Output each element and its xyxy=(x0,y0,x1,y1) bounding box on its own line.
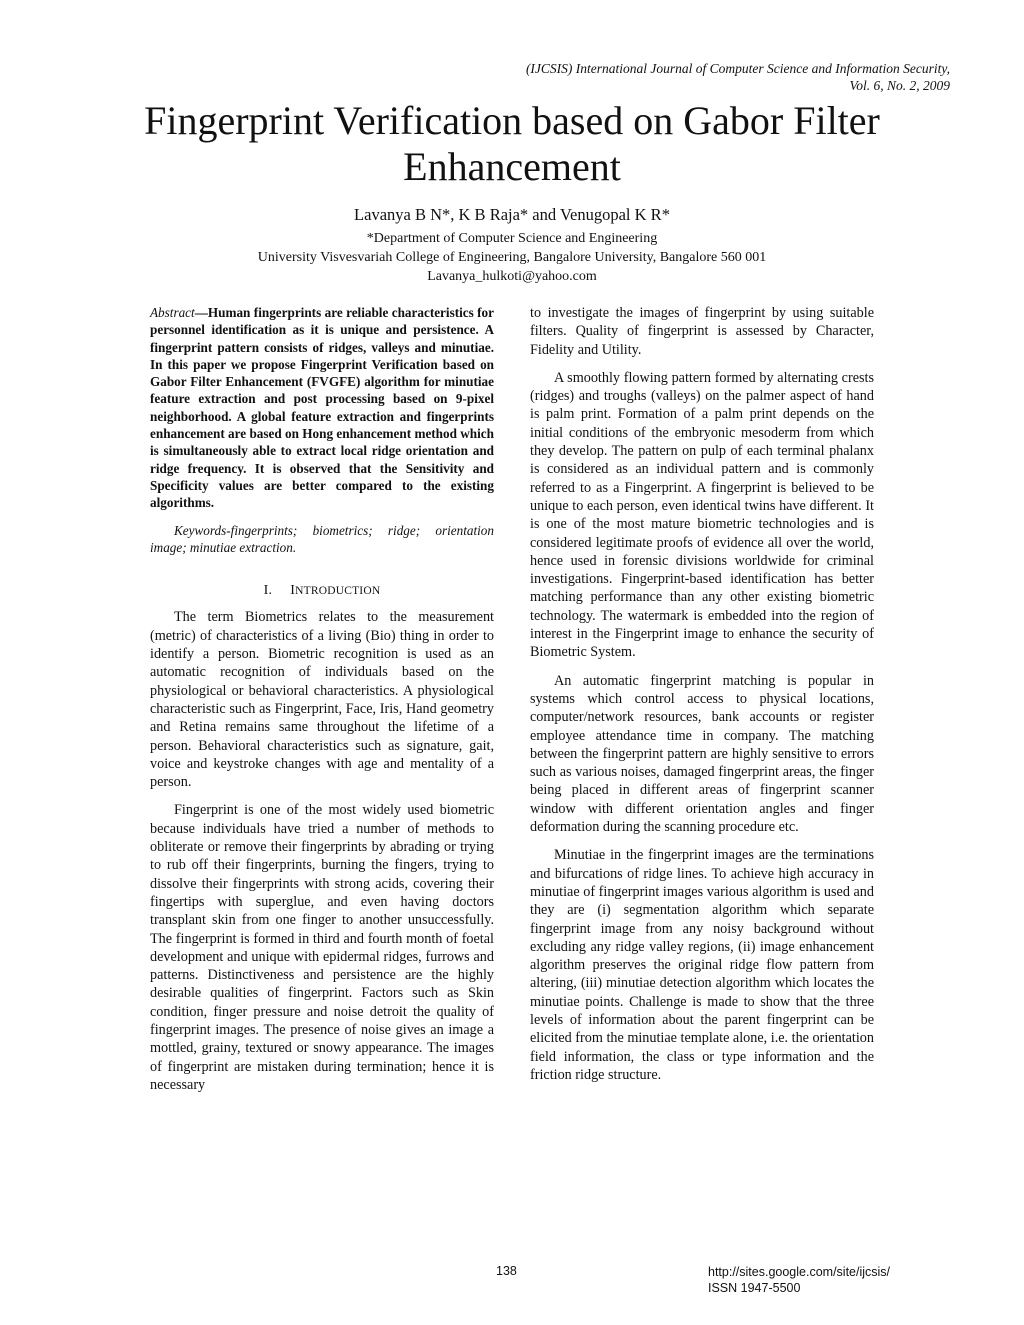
author-list: Lavanya B N*, K B Raja* and Venugopal K R* xyxy=(354,205,670,224)
section-number: I. xyxy=(263,583,273,599)
keywords: Keywords-fingerprints; biometrics; ridge; orientation image; minutiae extraction. xyxy=(150,522,494,555)
abstract xyxy=(150,304,494,512)
abstract-text: —Human fingerprints are reliable characteristics for personnel identification as it is unique and persistence. A fingerprint pattern consists of ridges, valleys and minutiae. In this paper we propose Fingerprint Verification based on Gabor Filter Enhancement (FVGFE) algorithm for minutiae feature extraction and post processing based on 9-pixel neighborhood. A global feature extraction and fingerprints enhancement are based on Hong enhancement method which is simultaneously able to extract local ridge orientation and ridge frequency. It is observed that the Sensitivity and Specificity values are better compared to the existing algorithms. xyxy=(150,305,494,511)
section-title-rest: NTRODUCTION xyxy=(295,585,381,598)
department: *Department of Computer Science and Engineering xyxy=(366,231,658,246)
author-email: Lavanya_hulkoti@yahoo.com xyxy=(427,269,597,284)
paragraph: A smoothly flowing pattern formed by alternating crests (ridges) and troughs (valleys) on the palmer aspect of hand is palm print. Formation of a palm print depends on the initial conditions of the embryonic mesoderm from which they develop. The pattern on pulp of each terminal phalanx is considered as an individual pattern and is commonly referred to as a Fingerprint. A fingerprint is believed to be unique to each person, even identical twins have different. It is one of the most mature biometric technologies and is considered legitimate proofs of evidence all over the world, hence used in forensic divisions worldwide for criminal investigations. Fingerprint-based identification has better matching performance than any other existing biometric technology. The watermark is embedded into the region of interest in the Fingerprint image to enhance the security of Biometric System. xyxy=(530,369,874,661)
paper-title-line2: Enhancement xyxy=(403,144,621,189)
page-number: 138 xyxy=(496,1264,517,1278)
journal-volume: Vol. 6, No. 2, 2009 xyxy=(849,78,950,93)
section-heading-introduction xyxy=(150,582,494,600)
section-title-initial: I xyxy=(290,583,296,599)
paragraph: to investigate the images of fingerprint by using suitable filters. Quality of fingerprint is assessed by Character, Fidelity and Utility. xyxy=(530,305,874,358)
paragraph: The term Biometrics relates to the measurement (metric) of characteristics of a living (Bio) thing in order to identify a person. Biometric recognition is used as an automatic recognition of individuals based on the physiological or behavioral characteristics. A physiological characteristic such as Fingerprint, Face, Iris, Hand geometry and Retina remains same throughout the lifetime of a person. Behavioral characteristics such as signature, gait, voice and keystroke changes with age and mentality of a person. xyxy=(150,609,494,791)
paper-title xyxy=(100,98,924,190)
paper-title-line1: Fingerprint Verification based on Gabor Filter xyxy=(144,98,880,143)
paragraph: Fingerprint is one of the most widely used biometric because individuals have tried a number of methods to obliterate or remove their fingerprints by abrading or trying to rub off their fingerprints, burning the fingers, trying to dissolve their fingerprints with strong acids, covering their fingertips with superglue, and even having doctors transplant skin from one finger to another unsuccessfully. The fingerprint is formed in third and fourth month of foetal development and unique with epidermal ridges, furrows and patterns. Distinctiveness and persistence are the highly desirable qualities of fingerprint. Factors such as Skin condition, finger pressure and noise detroit the quality of fingerprint images. The presence of noise gives an image a mottled, grainy, textured or snowy appearance. The images of fingerprint are mistaken during termination; hence it is necessary xyxy=(150,802,494,1093)
issn: ISSN 1947-5500 xyxy=(708,1281,801,1295)
footer-info xyxy=(708,1264,890,1296)
right-column xyxy=(530,304,874,1094)
journal-header xyxy=(350,60,950,94)
left-column xyxy=(150,304,494,1104)
university: University Visvesvariah College of Engineering, Bangalore University, Bangalore 560 001 xyxy=(257,250,767,265)
paragraph: An automatic fingerprint matching is popular in systems which control access to physical locations, computer/network resources, bank accounts or register employee attendance time in company. The matching between the fingerprint pattern are highly sensitive to errors such as various noises, damaged fingerprint areas, the finger being placed in different areas of fingerprint scanner window with different orientation angles and finger deformation during the scanning procedure etc. xyxy=(530,672,874,836)
paragraph: Minutiae in the fingerprint images are the terminations and bifurcations of ridge lines. To achieve high accuracy in minutiae of fingerprint images various algorithm is used and they are (i) segmentation algorithm which separate fingerprint image from any noisy background without excluding any ridge valley regions, (ii) image enhancement algorithm preserves the original ridge flow pattern from altering, (iii) minutiae detection algorithm which locates the minutiae points. Challenge is made to show that the three levels of information about the parent fingerprint can be elicited from the minutiae template alone, i.e. the orientation field information, the class or type information and the friction ridge structure. xyxy=(530,847,874,1083)
abstract-label: Abstract xyxy=(150,305,195,320)
affiliation-block xyxy=(100,229,924,286)
journal-name: (IJCSIS) International Journal of Computer Science and Information Security, xyxy=(525,61,950,76)
journal-url: http://sites.google.com/site/ijcsis/ xyxy=(708,1265,891,1279)
